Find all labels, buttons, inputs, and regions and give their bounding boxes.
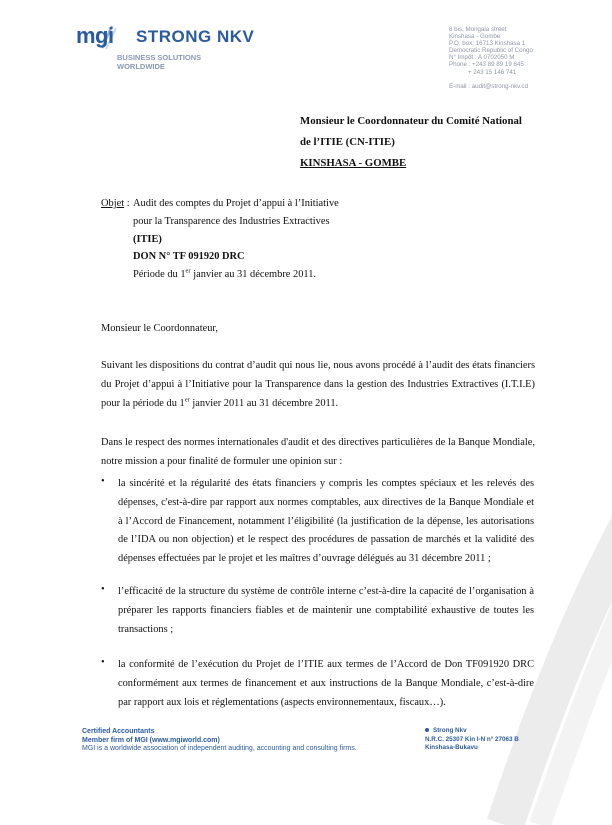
logo-tagline: [117, 53, 201, 71]
footer-right: [425, 727, 519, 753]
footer-left: [82, 728, 357, 754]
list-item: la conformité de l’exécution du Projet de l’ITIE aux termes de l’Accord de Don TF091920 DRC conformément aux termes de financement et aux instructions de la Banque Mondiale, c’est-à-dire par rapport aux lois et réglementations (aspects environnementaux, fiscaux…).: [118, 659, 534, 708]
period-sup: er: [185, 267, 191, 275]
logo-mgi-text: mgi: [76, 23, 114, 48]
address-line: Phone : +243 89 89 19 645: [449, 61, 524, 69]
bullet-dot-icon: [425, 728, 429, 732]
period-text-end: janvier au 31 décembre 2011.: [190, 269, 317, 281]
period-text: Période du 1: [133, 269, 186, 281]
address-line: Kinshasa - Gombe: [449, 33, 501, 41]
address-line: [449, 76, 533, 83]
email-line: E-mail : audit@strong-nkv.cd: [449, 82, 529, 90]
salutation: Monsieur le Coordonnateur,: [101, 323, 219, 334]
subject-line: pour la Transparence des Industries Extractives: [133, 215, 330, 227]
address-line: 8 bis, Mongala street: [449, 26, 507, 33]
recipient-block: [300, 111, 522, 174]
paragraph-text-end: janvier 2011 au 31 décembre 2011.: [189, 397, 339, 409]
address-line: Democratic Republic of Congo: [449, 47, 533, 55]
footer-location: Kinshasa-Bukavu: [425, 744, 478, 751]
subject-label: [101, 195, 130, 213]
list-item: la sincérité et la régularité des états financiers y compris les comptes spéciaux et les relevés des dépenses, c'est-à-dire par rapport aux normes comptables, aux directives de la Banque Mondiale et à l’Accord de Financement, notamment l’éligibilité (la justification de la dépense, les autorisations de l’IDA ou non objection) et le respect des procédures de passation de marchés et la validité des dépenses effectuées par le projet et les maîtres d’ouvrage délégués au 31 décembre 2011 ;: [118, 478, 534, 565]
logo-tagline-line: BUSINESS SOLUTIONS: [117, 53, 202, 62]
footer-registration: N.R.C. 25307 Kin I-N n° 27063 B: [425, 735, 519, 743]
recipient-line: de l’ITIE (CN-ITIE): [300, 136, 395, 148]
address-line: + 243 15 146 741: [449, 68, 517, 76]
footer-company: [425, 727, 519, 736]
subject-period: [133, 266, 339, 284]
subject-line: Audit des comptes du Projet d’appui à l’Initiative: [133, 198, 339, 209]
paragraph-text: Suivant les dispositions du contrat d’audit qui nous lie, nous avons procédé à l’audit des états financiers du Projet d’appui à l’Initiative pour la Transparence dans la gestion des Industries Extractives (I.T.I.E) pour la période du 1: [101, 360, 535, 409]
company-address-block: [449, 26, 533, 90]
bullet-symbol: •: [101, 476, 105, 487]
paragraph-mission: Dans le respect des normes internationales d'audit et des directives particulières de la Banque Mondiale, notre mission a pour finalité de formuler une opinion sur :: [101, 437, 535, 467]
address-line: P.O. box: 16713 Kinshasa 1: [449, 40, 526, 48]
recipient-line: Monsieur le Coordonnateur du Comité National: [300, 115, 522, 127]
subject-label-text: Objet: [101, 198, 125, 209]
paragraph-intro: [101, 357, 535, 413]
bullet-symbol: •: [101, 657, 105, 668]
bullet-symbol: •: [101, 584, 105, 595]
paragraph-sup: er: [184, 396, 190, 404]
footer-association: MGI is a worldwide association of independent auditing, accounting and consulting firms.: [82, 745, 357, 752]
subject-label-sep: :: [124, 198, 130, 209]
subject-grant-number: DON N° TF 091920 DRC: [133, 251, 245, 263]
list-item: l’efficacité de la structure du système de contrôle interne c’est-à-dire la capacité de l’organisation à préparer les rapports financiers fiables et de maintenir une comptabilité exhaustive de toutes les transactions ;: [118, 586, 534, 635]
logo-tagline-line: WORLDWIDE: [117, 62, 165, 71]
subject-line: (ITIE): [133, 233, 162, 245]
footer-member: Member firm of MGI (www.mgiworld.com): [82, 736, 220, 744]
subject-block: [133, 195, 339, 284]
footer-company-name: Strong Nkv: [433, 727, 467, 734]
address-line: N° Impôt : A 0702050 M: [449, 54, 515, 62]
logo-company-name: STRONG NKV: [136, 27, 255, 46]
recipient-city: KINSHASA - GOMBE: [300, 157, 407, 169]
footer-certified: Certified Accountants: [82, 728, 155, 735]
